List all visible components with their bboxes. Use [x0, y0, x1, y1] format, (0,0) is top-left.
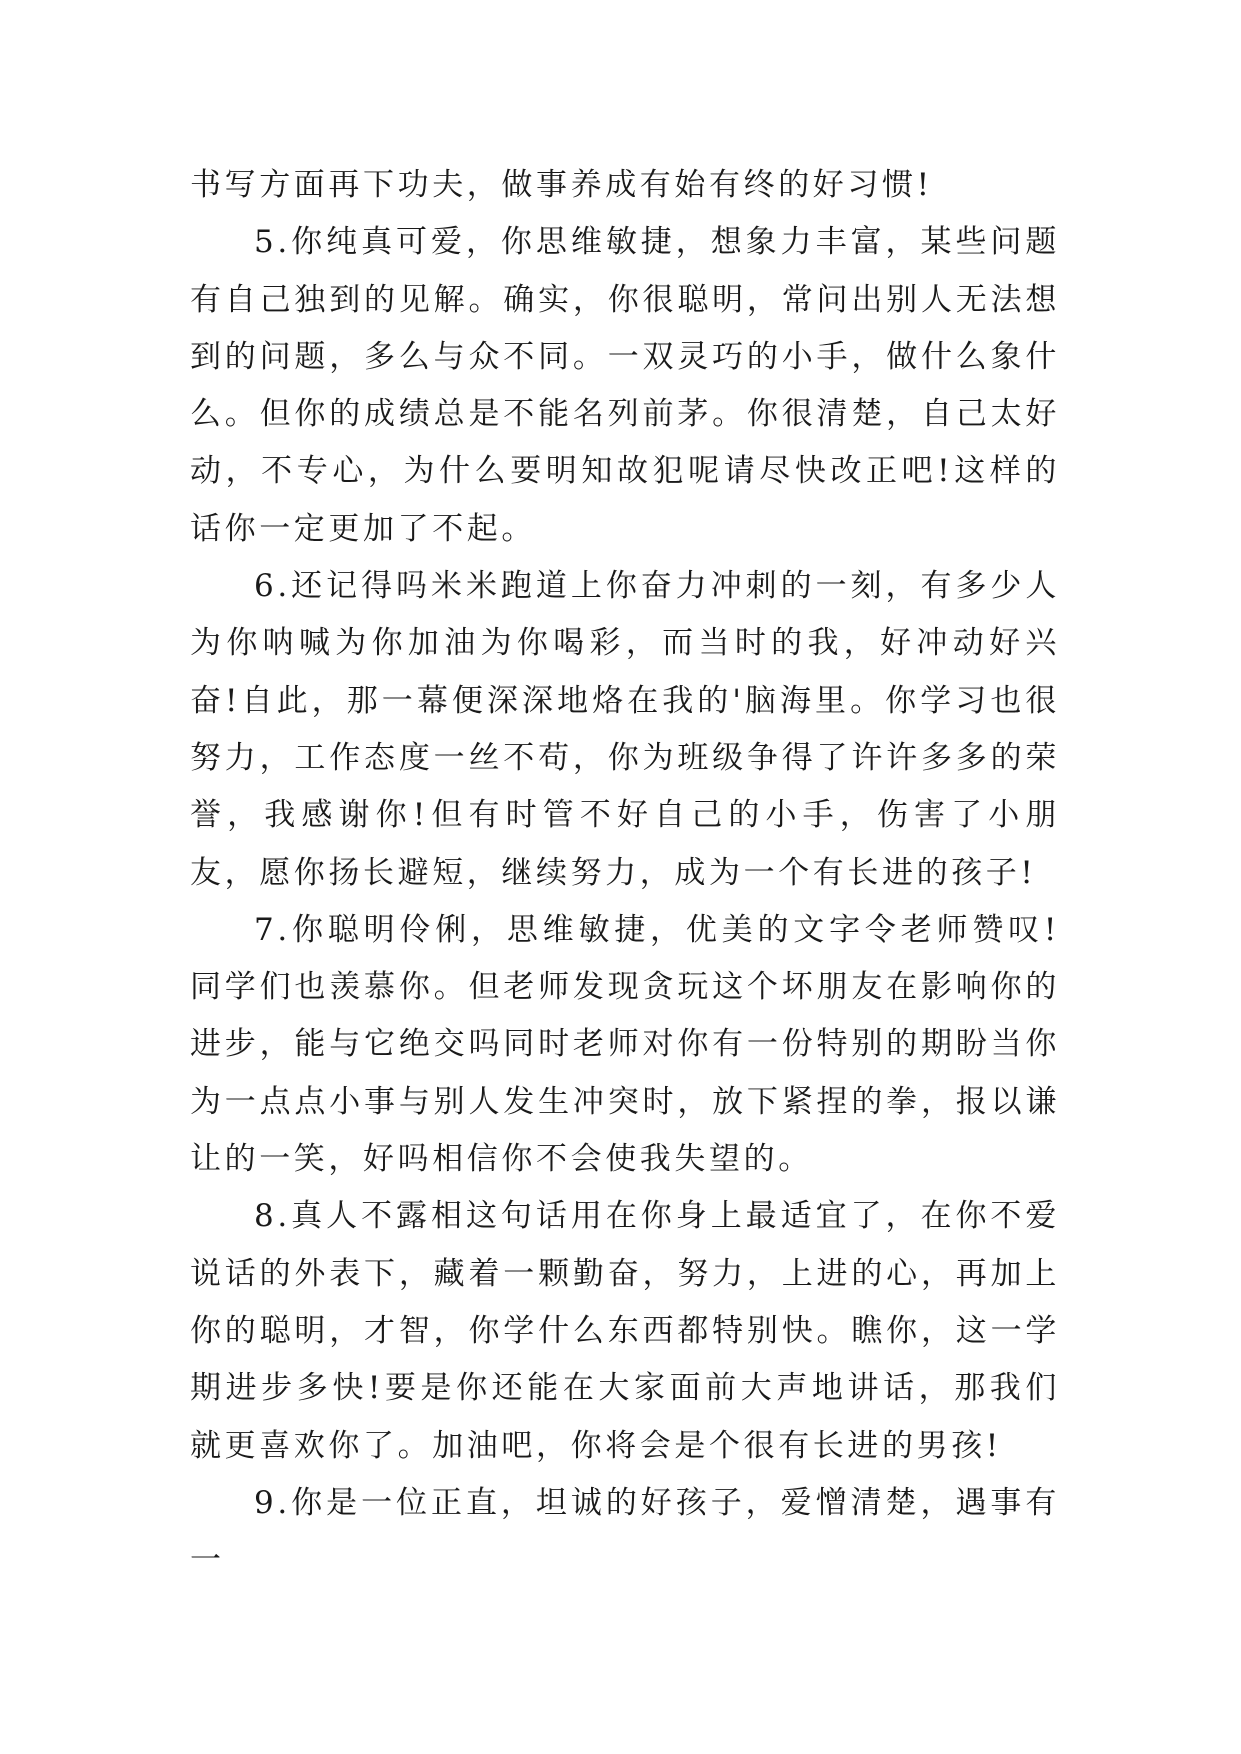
paragraph-item-6: 6.还记得吗米米跑道上你奋力冲刺的一刻，有多少人为你呐喊为你加油为你喝彩，而当时的我，好冲动好兴奋!自此，那一幕便深深地烙在我的'脑海里。你学习也很努力，工作态度一丝不苟，你为班级争得了许许多多的荣誉，我感谢你!但有时管不好自己的小手，伤害了小朋友，愿你扬长避短，继续努力，成为一个有长进的孩子!	[190, 568, 1060, 891]
paragraph-item-5: 5.你纯真可爱，你思维敏捷，想象力丰富，某些问题有自己独到的见解。确实，你很聪明，常问出别人无法想到的问题，多么与众不同。一双灵巧的小手，做什么象什么。但你的成绩总是不能名列前茅。你很清楚，自己太好动，不专心，为什么要明知故犯呢请尽快改正吧!这样的话你一定更加了不起。	[190, 224, 1060, 547]
paragraph-item-7: 7.你聪明伶俐，思维敏捷，优美的文字令老师赞叹!同学们也羡慕你。但老师发现贪玩这个坏朋友在影响你的进步，能与它绝交吗同时老师对你有一份特别的期盼当你为一点点小事与别人发生冲突时，放下紧捏的拳，报以谦让的一笑，好吗相信你不会使我失望的。	[190, 911, 1060, 1178]
document-body	[190, 157, 1060, 1589]
paragraph-item-9: 9.你是一位正直，坦诚的好孩子，爱憎清楚，遇事有一	[190, 1484, 1060, 1579]
paragraph-item-8: 8.真人不露相这句话用在你身上最适宜了，在你不爱说话的外表下，藏着一颗勤奋，努力，上进的心，再加上你的聪明，才智，你学什么东西都特别快。瞧你，这一学期进步多快!要是你还能在大家面前大声地讲话，那我们就更喜欢你了。加油吧，你将会是个很有长进的男孩!	[190, 1198, 1060, 1464]
paragraph-continuation: 书写方面再下功夫，做事养成有始有终的好习惯!	[190, 167, 933, 203]
